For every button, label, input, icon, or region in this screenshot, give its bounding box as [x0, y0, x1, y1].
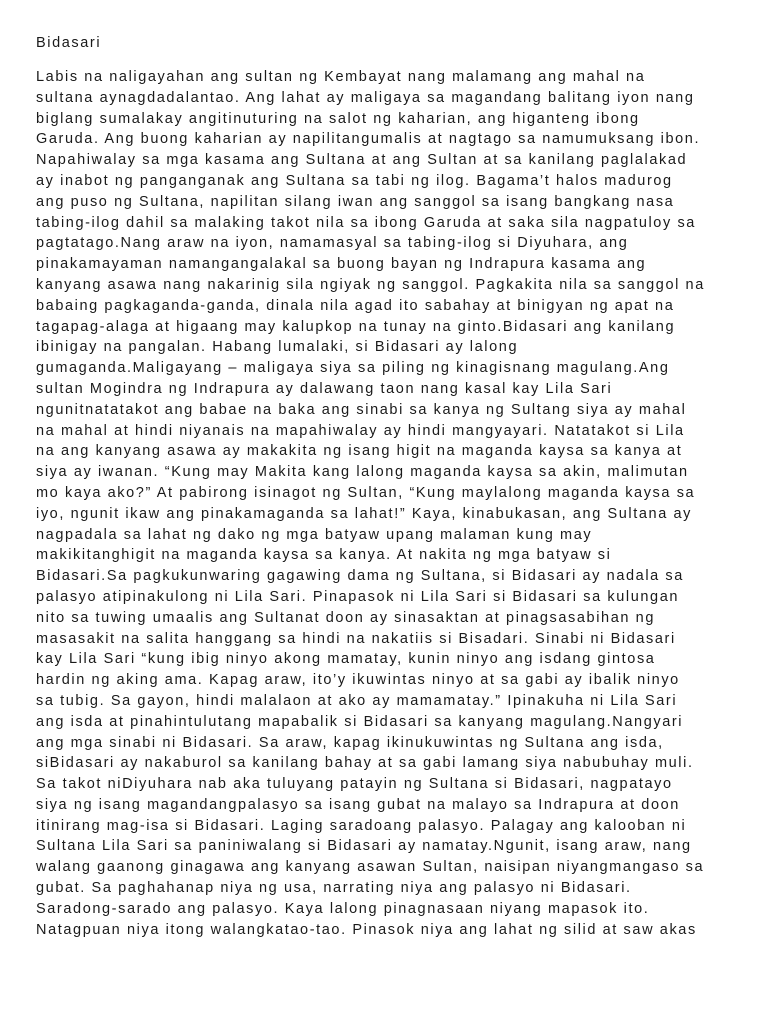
body-text-line: Garuda. Ang buong kaharian ay napilitangumalis at nagtago sa namumuksang ibon.: [36, 131, 701, 148]
body-text-line: siya ng isang magandangpalasyo sa isang gubat na malayo sa Indrapura at doon: [36, 796, 680, 813]
body-text-line: pinakamayaman namangangalakal sa buong bayan ng Indrapura kasama ang: [36, 256, 647, 273]
body-text-line: na mahal at hindi niyanais na mapahiwalay ay hindi mangyayari. Natatakot si Lila: [36, 422, 685, 439]
body-text-line: ang puso ng Sultana, napilitan silang iwan ang sanggol sa isang bangkang nasa: [36, 193, 675, 210]
body-text-line: walang gaanong ginagawa ang kanyang asawan Sultan, naisipan niyangmangaso sa: [36, 859, 705, 876]
body-text-line: hardin ng aking ama. Kapag araw, ito’y ikuwintas ninyo at sa gabi ay ibalik ninyo: [36, 672, 680, 689]
body-text-line: palasyo atipinakulong ni Lila Sari. Pinapasok ni Lila Sari si Bidasari sa kulungan: [36, 588, 680, 605]
body-text-line: gumaganda.Maligayang – maligaya siya sa piling ng kinagisnang magulang.Ang: [36, 360, 670, 377]
body-text-line: gubat. Sa paghahanap niya ng usa, narrating niya ang palasyo ni Bidasari.: [36, 880, 632, 897]
body-text-line: na ang kanyang asawa ay makakita ng isang higit na maganda kaysa sa kanya at: [36, 443, 683, 460]
body-text-line: Saradong-sarado ang palasyo. Kaya lalong pinagnasaan niyang mapasok ito.: [36, 900, 650, 917]
body-text-line: itinirang mag-isa si Bidasari. Laging saradoang palasyo. Palagay ang kalooban ni: [36, 817, 687, 834]
body-text-line: tagapag-alaga at higaang may kalupkop na tunay na ginto.Bidasari ang kanilang: [36, 318, 676, 335]
body-text-line: Natagpuan niya itong walangkatao-tao. Pinasok niya ang lahat ng silid at saw akas: [36, 921, 697, 938]
body-text-line: Bidasari.Sa pagkukunwaring gagawing dama ng Sultana, si Bidasari ay nadala sa: [36, 568, 684, 585]
body-text-line: ibinigay na pangalan. Habang lumalaki, si Bidasari ay lalong: [36, 339, 519, 356]
body-text-line: ay inabot ng panganganak ang Sultana sa tabi ng ilog. Bagama’t halos madurog: [36, 172, 673, 189]
body-text-line: sultan Mogindra ng Indrapura ay dalawang taon nang kasal kay Lila Sari: [36, 380, 613, 397]
body-text-line: biglang sumalakay angitinuturing na salot ng kaharian, ang higanteng ibong: [36, 110, 640, 127]
body-text-line: Labis na naligayahan ang sultan ng Kembayat nang malamang ang mahal na: [36, 69, 646, 85]
body-text-line: babaing pagkaganda-ganda, dinala nila agad ito sabahay at binigyan ng apat na: [36, 297, 675, 314]
body-text-line: makikitanghigit na maganda kaysa sa kanya. At nakita ng mga batyaw si: [36, 547, 612, 564]
body-text-line: pagtatago.Nang araw na iyon, namamasyal sa tabing-ilog si Diyuhara, ang: [36, 235, 629, 252]
body-text-line: siya ay iwanan. “Kung may Makita kang lalong maganda kaysa sa akin, malimutan: [36, 464, 689, 481]
body-text-line: masasakit na salita hanggang sa hindi na nakatiis si Bisadari. Sinabi ni Bidasari: [36, 630, 676, 647]
document-title: Bidasari: [36, 35, 102, 51]
body-text-line: siBidasari ay nakaburol sa kanilang bahay at sa gabi lamang siya nabubuhay muli.: [36, 755, 694, 772]
body-text-line: mo kaya ako?” At pabirong isinagot ng Sultan, “Kung maylalong maganda kaysa sa: [36, 484, 696, 501]
body-text-line: iyo, ngunit ikaw ang pinakamaganda sa lahat!” Kaya, kinabukasan, ang Sultana ay: [36, 505, 693, 522]
body-text-line: kanyang asawa nang nakarinig sila ngiyak ng sanggol. Pagkakita nila sa sanggol na: [36, 276, 705, 293]
body-text-line: sultana aynagdadalantao. Ang lahat ay maligaya sa magandang balitang iyon nang: [36, 89, 695, 106]
body-text-line: tabing-ilog dahil sa malaking takot nila sa ibong Garuda at saka sila nagpatuloy sa: [36, 214, 696, 231]
body-text-line: kay Lila Sari “kung ibig ninyo akong mamatay, kunin ninyo ang isdang gintosa: [36, 651, 656, 668]
document-body: [36, 67, 705, 940]
body-text-line: sa tubig. Sa gayon, hindi malalaon at ako ay mamamatay.” Ipinakuha ni Lila Sari: [36, 692, 678, 709]
body-text-line: nagpadala sa lahat ng dako ng mga batyaw upang malaman kung may: [36, 526, 593, 543]
body-text-line: ang mga sinabi ni Bidasari. Sa araw, kapag ikinukuwintas ng Sultana ang isda,: [36, 734, 664, 751]
body-text-line: ang isda at pinahintulutang mapabalik si Bidasari sa kanyang magulang.Nangyari: [36, 713, 684, 730]
body-text-line: Sultana Lila Sari sa paniniwalang si Bidasari ay namatay.Ngunit, isang araw, nang: [36, 838, 692, 855]
body-text-line: nito sa tuwing umaalis ang Sultanat doon ay sinasaktan at pinagsasabihan ng: [36, 609, 655, 626]
body-text-line: Sa takot niDiyuhara nab aka tuluyang patayin ng Sultana si Bidasari, nagpatayo: [36, 776, 673, 793]
body-text-line: ngunitnatatakot ang babae na baka ang sinabi sa kanya ng Sultang siya ay mahal: [36, 401, 687, 418]
body-text-line: Napahiwalay sa mga kasama ang Sultana at ang Sultan at sa kanilang paglalakad: [36, 152, 688, 169]
